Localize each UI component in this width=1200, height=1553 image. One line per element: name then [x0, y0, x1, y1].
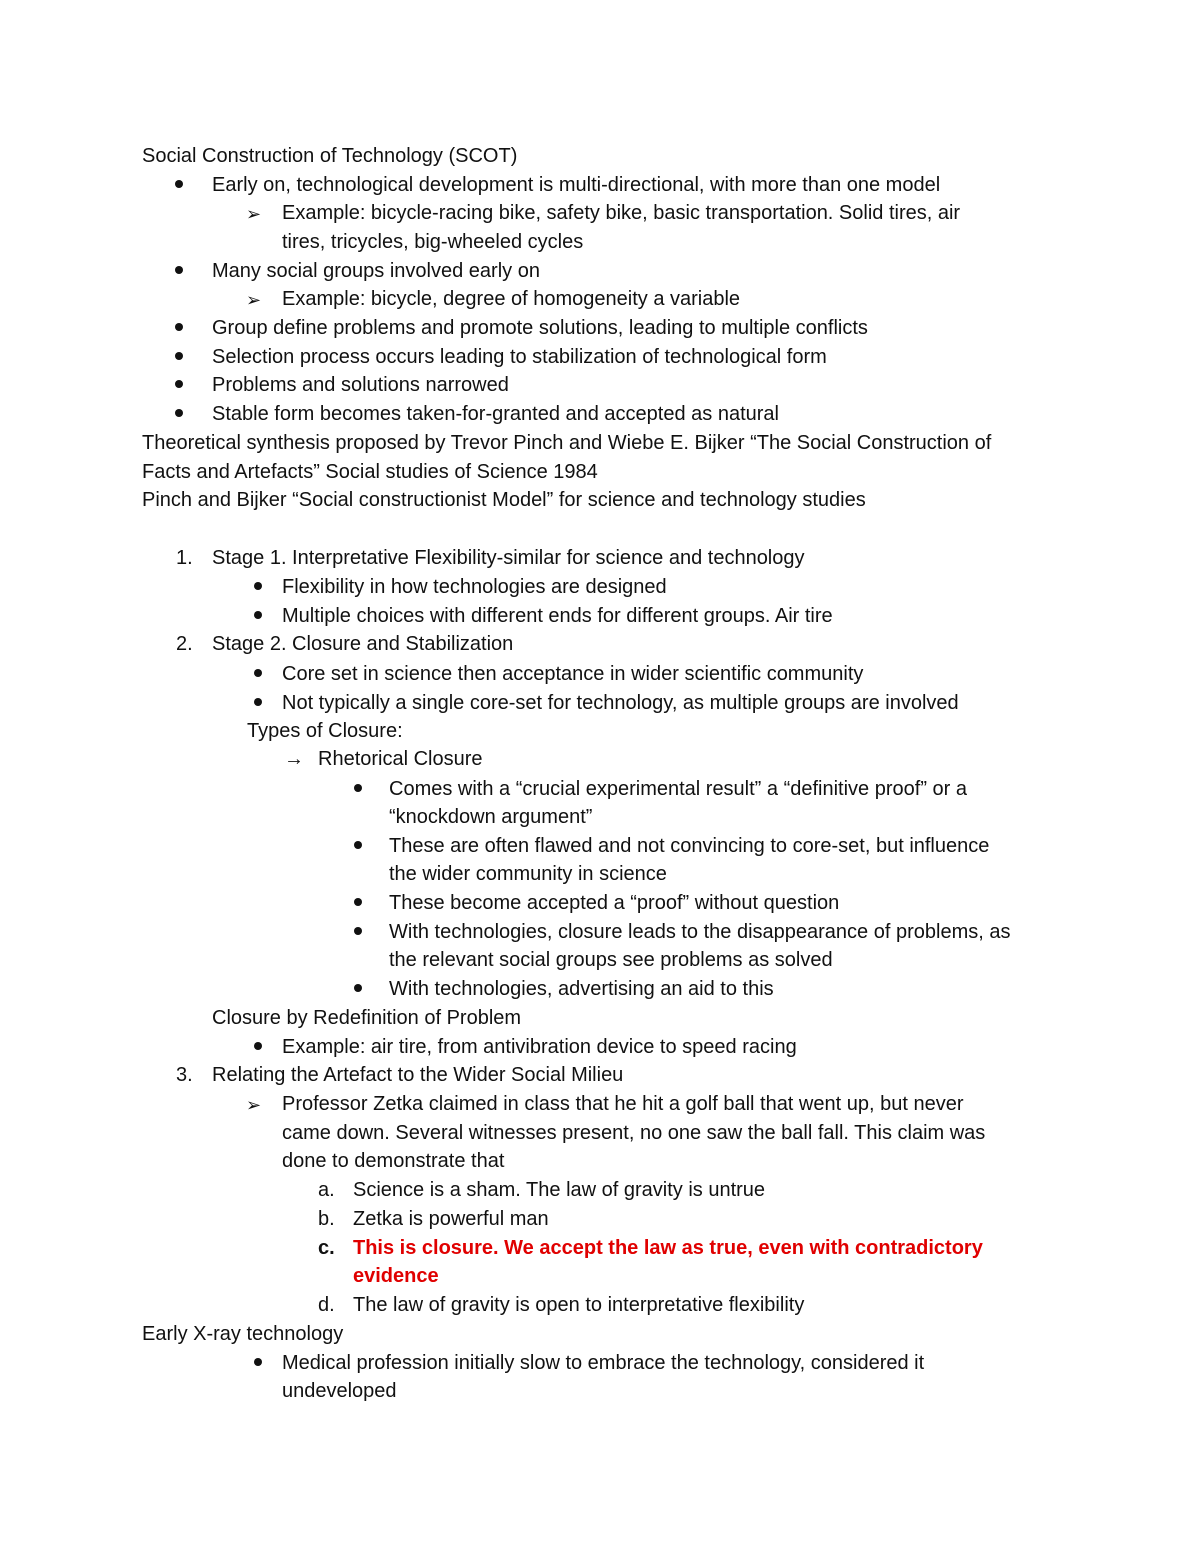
bullet-icon [175, 352, 183, 360]
bullet-icon [175, 380, 183, 388]
scot-example-1-line-2: tires, tricycles, big-wheeled cycles [282, 231, 584, 253]
bullet-icon [254, 1042, 262, 1050]
scot-point-1: Early on, technological development is multi-directional, with more than one model [212, 174, 941, 196]
bullet-icon [254, 669, 262, 677]
stage-2-bullet-2: Not typically a single core-set for technology, as multiple groups are involved [282, 692, 959, 714]
rhetorical-point-5: With technologies, advertising an aid to this [389, 978, 774, 1000]
synthesis-line-2: Facts and Artefacts” Social studies of Science 1984 [142, 461, 598, 483]
bullet-icon [354, 984, 362, 992]
scot-point-5: Problems and solutions narrowed [212, 374, 509, 396]
rhetorical-point-4-line-1: With technologies, closure leads to the disappearance of problems, as [389, 921, 1011, 943]
bullet-icon [354, 841, 362, 849]
arrowhead-bullet-icon: ➢ [246, 204, 262, 224]
bullet-icon [354, 898, 362, 906]
types-of-closure-heading: Types of Closure: [247, 720, 403, 742]
scot-point-2: Many social groups involved early on [212, 260, 540, 282]
model-line: Pinch and Bijker “Social constructionist Model” for science and technology studies [142, 489, 866, 511]
stage-3-title: Relating the Artefact to the Wider Social Milieu [212, 1064, 624, 1086]
option-c-marker: c. [318, 1237, 335, 1259]
scot-point-3: Group define problems and promote solutions, leading to multiple conflicts [212, 317, 868, 339]
rhetorical-point-4-line-2: the relevant social groups see problems as solved [389, 949, 833, 971]
scot-point-6: Stable form becomes taken-for-granted and accepted as natural [212, 403, 779, 425]
rhetorical-closure-heading: Rhetorical Closure [318, 748, 483, 770]
rhetorical-point-1-line-2: “knockdown argument” [389, 806, 593, 828]
redefinition-bullet-1: Example: air tire, from antivibration device to speed racing [282, 1036, 797, 1058]
zetka-claim-line-3: done to demonstrate that [282, 1150, 505, 1172]
bullet-icon [354, 784, 362, 792]
rhetorical-point-2-line-1: These are often flawed and not convincing to core-set, but influence [389, 835, 990, 857]
option-d: The law of gravity is open to interpretative flexibility [353, 1294, 805, 1316]
xray-heading: Early X-ray technology [142, 1323, 344, 1345]
document-title: Social Construction of Technology (SCOT) [142, 145, 518, 167]
right-arrow-icon: → [284, 748, 304, 770]
zetka-claim-line-2: came down. Several witnesses present, no one saw the ball fall. This claim was [282, 1122, 986, 1144]
option-b: Zetka is powerful man [353, 1208, 549, 1230]
scot-point-4: Selection process occurs leading to stabilization of technological form [212, 346, 827, 368]
bullet-icon [175, 180, 183, 188]
arrowhead-bullet-icon: ➢ [246, 290, 262, 310]
zetka-claim-line-1: Professor Zetka claimed in class that he hit a golf ball that went up, but never [282, 1093, 964, 1115]
redefinition-closure-heading: Closure by Redefinition of Problem [212, 1007, 522, 1029]
scot-example-2: Example: bicycle, degree of homogeneity a variable [282, 288, 741, 310]
option-c-line-1: This is closure. We accept the law as true, even with contradictory [353, 1237, 983, 1259]
bullet-icon [254, 582, 262, 590]
scot-example-1-line-1: Example: bicycle-racing bike, safety bike, basic transportation. Solid tires, air [282, 202, 961, 224]
bullet-icon [175, 266, 183, 274]
bullet-icon [254, 611, 262, 619]
bullet-icon [175, 323, 183, 331]
bullet-icon [254, 1358, 262, 1366]
rhetorical-point-1-line-1: Comes with a “crucial experimental result” a “definitive proof” or a [389, 778, 967, 800]
stage-1-bullet-2: Multiple choices with different ends for different groups. Air tire [282, 605, 833, 627]
bullet-icon [354, 927, 362, 935]
option-b-marker: b. [318, 1208, 335, 1230]
rhetorical-point-3: These become accepted a “proof” without question [389, 892, 840, 914]
option-a-marker: a. [318, 1179, 335, 1201]
xray-bullet-1-line-2: undeveloped [282, 1380, 397, 1402]
stage-2-title: Stage 2. Closure and Stabilization [212, 633, 514, 655]
stage-1-title: Stage 1. Interpretative Flexibility-similar for science and technology [212, 547, 805, 569]
option-a: Science is a sham. The law of gravity is untrue [353, 1179, 766, 1201]
arrowhead-bullet-icon: ➢ [246, 1095, 262, 1115]
option-d-marker: d. [318, 1294, 335, 1316]
xray-bullet-1-line-1: Medical profession initially slow to embrace the technology, considered it [282, 1352, 925, 1374]
synthesis-line-1: Theoretical synthesis proposed by Trevor Pinch and Wiebe E. Bijker “The Social Construction of [142, 432, 992, 454]
rhetorical-point-2-line-2: the wider community in science [389, 863, 667, 885]
stage-1-number: 1. [176, 547, 193, 569]
stage-2-number: 2. [176, 633, 193, 655]
stage-1-bullet-1: Flexibility in how technologies are designed [282, 576, 667, 598]
bullet-icon [254, 698, 262, 706]
option-c-line-2: evidence [353, 1265, 439, 1287]
bullet-icon [175, 409, 183, 417]
stage-2-bullet-1: Core set in science then acceptance in wider scientific community [282, 663, 864, 685]
stage-3-number: 3. [176, 1064, 193, 1086]
